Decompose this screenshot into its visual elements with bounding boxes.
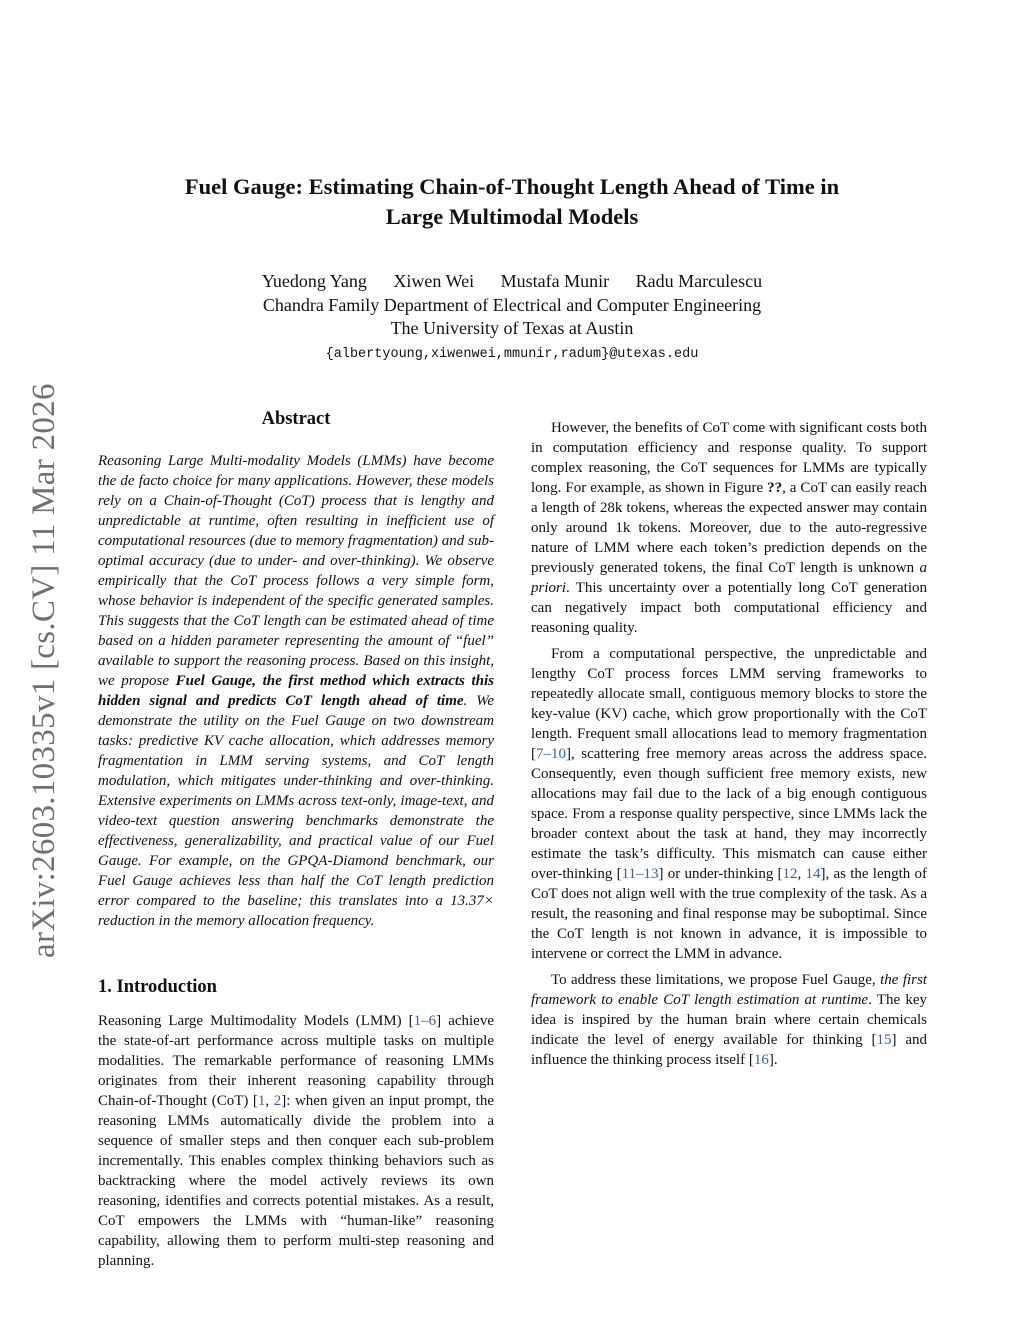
citation-link[interactable]: 2 bbox=[273, 1093, 282, 1109]
paragraph-text: ]. bbox=[768, 1052, 778, 1068]
author-name: Mustafa Munir bbox=[500, 271, 610, 291]
paragraph-text: ] or under-thinking [ bbox=[658, 866, 783, 882]
author-names bbox=[110, 270, 914, 294]
paragraph-text: From a computational perspective, the unpredictable and lengthy CoT process forces LMM serving frameworks to repeatedly allocate small, contiguous memory blocks to store the key-value (KV) cache, which grow proportionally with the CoT length. Frequent small allocations lead to memory fragmentation [ bbox=[531, 646, 927, 762]
author-department: Chandra Family Department of Electrical and Computer Engineering bbox=[262, 294, 762, 315]
author-university: The University of Texas at Austin bbox=[390, 318, 634, 338]
abstract-text-part: Reasoning Large Multi-modality Models (LMMs) have become the de facto choice for many applications. However, these models rely on a Chain-of-Thought (CoT) process that is lengthy and unpredictable at runtime, often resulting in inefficient use of computational resources (due to memory fragmentation) and sub-optimal accuracy (due to under- and over-thinking). We observe empirically that the CoT process follows a very simple form, whose behavior is independent of the specific generated samples. This suggests that the CoT length can be estimated ahead of time based on a hidden parameter representing the amount of “fuel” available to support the reasoning process. Based on this insight, we propose bbox=[98, 453, 494, 689]
section-heading-introduction: 1. Introduction bbox=[98, 977, 217, 997]
citation-link[interactable]: 1 bbox=[257, 1093, 266, 1109]
intro-paragraph-2 bbox=[531, 418, 927, 638]
title-line-2: Large Multimodal Models bbox=[385, 204, 639, 229]
paragraph-text: ]: when given an input prompt, the reasoning LMMs automatically divide the problem into a sequence of smaller steps and then conquer each sub-problem incrementally. This enables complex thinking behaviors such as backtracking where the model actively reviews its own reasoning, identifies and corrects potential mistakes. As a result, CoT empowers the LMMs with “human-like” reasoning capability, allowing them to perform multi-step reasoning and planning. bbox=[98, 1093, 494, 1269]
author-email: {albertyoung,xiwenwei,mmunir,radum}@utexas.edu bbox=[325, 346, 699, 362]
author-name: Xiwen Wei bbox=[393, 271, 475, 291]
abstract-heading: Abstract bbox=[261, 409, 331, 429]
paragraph-text: ], as the length of CoT does not align well with the true complexity of the task. As a result, the reasoning and final response may be suboptimal. Since the CoT length is not known in advance, it is impossible to intervene or correct the LMM in advance. bbox=[531, 866, 927, 962]
citation-link[interactable]: 15 bbox=[876, 1032, 892, 1048]
citation-link[interactable]: 12 bbox=[782, 866, 798, 882]
author-name: Radu Marculescu bbox=[635, 271, 763, 291]
paragraph-text: However, the benefits of CoT come with significant costs both in computation efficiency and response quality. To support complex reasoning, the CoT sequences for LMMs are typically long. For example, as shown in Figure bbox=[531, 420, 927, 496]
citation-link[interactable]: 7–10 bbox=[536, 746, 566, 762]
citation-link[interactable]: 16 bbox=[753, 1052, 769, 1068]
paragraph-text: ], scattering free memory areas across the address space. Consequently, even though sufficient free memory exists, new allocations may fail due to the lack of a big enough contiguous space. From a response quality perspective, since LMMs lack the broader context about the task at hand, they may incorrectly estimate the task’s difficulty. This mismatch can cause either over-thinking [ bbox=[531, 746, 927, 882]
author-name: Yuedong Yang bbox=[261, 271, 367, 291]
abstract-highlight: Fuel Gauge, the first method which extracts this hidden signal and predicts CoT length ahead of time bbox=[98, 673, 494, 709]
figure-reference: ?? bbox=[767, 480, 783, 496]
author-block bbox=[110, 270, 914, 366]
emphasis-text: the first framework to enable CoT length estimation at runtime bbox=[531, 972, 927, 1008]
title-line-1: Fuel Gauge: Estimating Chain-of-Thought Length Ahead of Time in bbox=[184, 174, 840, 199]
intro-paragraph-4 bbox=[531, 970, 927, 1070]
paragraph-text: . The key idea is inspired by the human brain where certain chemicals indicate the level of energy available for thinking [ bbox=[531, 992, 927, 1048]
paragraph-text: ] and influence the thinking process itself [ bbox=[531, 1032, 927, 1068]
paragraph-text: To address these limitations, we propose Fuel Gauge, bbox=[551, 972, 881, 988]
paragraph-text: , a CoT can easily reach a length of 28k tokens, whereas the expected answer may contain only around 1k tokens. Moreover, due to the auto-regressive nature of LMM where each token’s prediction depends on the previously generated tokens, the final CoT length is unknown bbox=[531, 480, 928, 576]
intro-paragraph-1: Reasoning Large Multimodality Models (LMM) [1–6] achieve the state-of-art performance across multiple tasks on multiple modalities. The remarkable performance of reasoning LMMs originates from their inherent reasoning capability through Chain-of-Thought (CoT) [1, 2]: when given an input prompt, the reasoning LMMs automatically divide the problem into a sequence of smaller steps and then conquer each sub-problem incrementally. This enables complex thinking behaviors such as backtracking where the model actively reviews its own reasoning, identifies and corrects potential mistakes. As a result, CoT empowers the LMMs with “human-like” reasoning capability, allowing them to perform multi-step reasoning and planning. bbox=[98, 1013, 494, 1269]
arxiv-identifier-stamp: arXiv:2603.10335v1 [cs.CV] 11 Mar 2026 bbox=[26, 383, 62, 958]
abstract-text-part: . We demonstrate the utility on the Fuel Gauge on two downstream tasks: predictive KV cache allocation, which addresses memory fragmentation in LMM serving systems, and CoT length modulation, which mitigates under-thinking and over-thinking. Extensive experiments on LMMs across text-only, image-text, and video-text question answering benchmarks demonstrate the effectiveness, generalizability, and practical value of our Fuel Gauge. For example, on the GPQA-Diamond benchmark, our Fuel Gauge achieves less than half the CoT length prediction error compared to the baseline; this translates into a 13.37× reduction in the memory allocation frequency. bbox=[98, 693, 494, 929]
left-column bbox=[98, 407, 494, 1271]
citation-link[interactable]: 11–13 bbox=[621, 866, 659, 882]
citation-link[interactable]: 14 bbox=[805, 866, 821, 882]
paragraph-text: Reasoning Large Multimodality Models (LMM) [ bbox=[98, 1013, 414, 1029]
citation-link[interactable]: 1–6 bbox=[413, 1013, 437, 1029]
right-column bbox=[531, 412, 927, 1070]
paragraph-text: . This uncertainty over a potentially long CoT generation can negatively impact both computational efficiency and reasoning quality. bbox=[531, 580, 927, 636]
paper-title bbox=[110, 172, 914, 232]
intro-paragraph-3: From a computational perspective, the unpredictable and lengthy CoT process forces LMM serving frameworks to repeatedly allocate small, contiguous memory blocks to store the key-value (KV) cache, which grow proportionally with the CoT length. Frequent small allocations lead to memory fragmentation [7–10], scattering free memory areas across the address space. Consequently, even though sufficient free memory exists, new allocations may fail due to the lack of a big enough contiguous space. From a response quality perspective, since LMMs lack the broader context about the task at hand, they may incorrectly estimate the task’s difficulty. This mismatch can cause either over-thinking [11–13] or under-thinking [12, 14], as the length of CoT does not align well with the true complexity of the task. As a result, the reasoning and final response may be suboptimal. Since the CoT length is not known in advance, it is impossible to intervene or correct the LMM in advance. bbox=[531, 646, 927, 962]
emphasis-text: a priori bbox=[531, 560, 927, 596]
abstract-text bbox=[98, 451, 494, 931]
paragraph-text: ] achieve the state-of-art performance across multiple tasks on multiple modalities. The remarkable performance of reasoning LMMs originates from their inherent reasoning capability through Chain-of-Thought (CoT) [ bbox=[98, 1013, 494, 1109]
